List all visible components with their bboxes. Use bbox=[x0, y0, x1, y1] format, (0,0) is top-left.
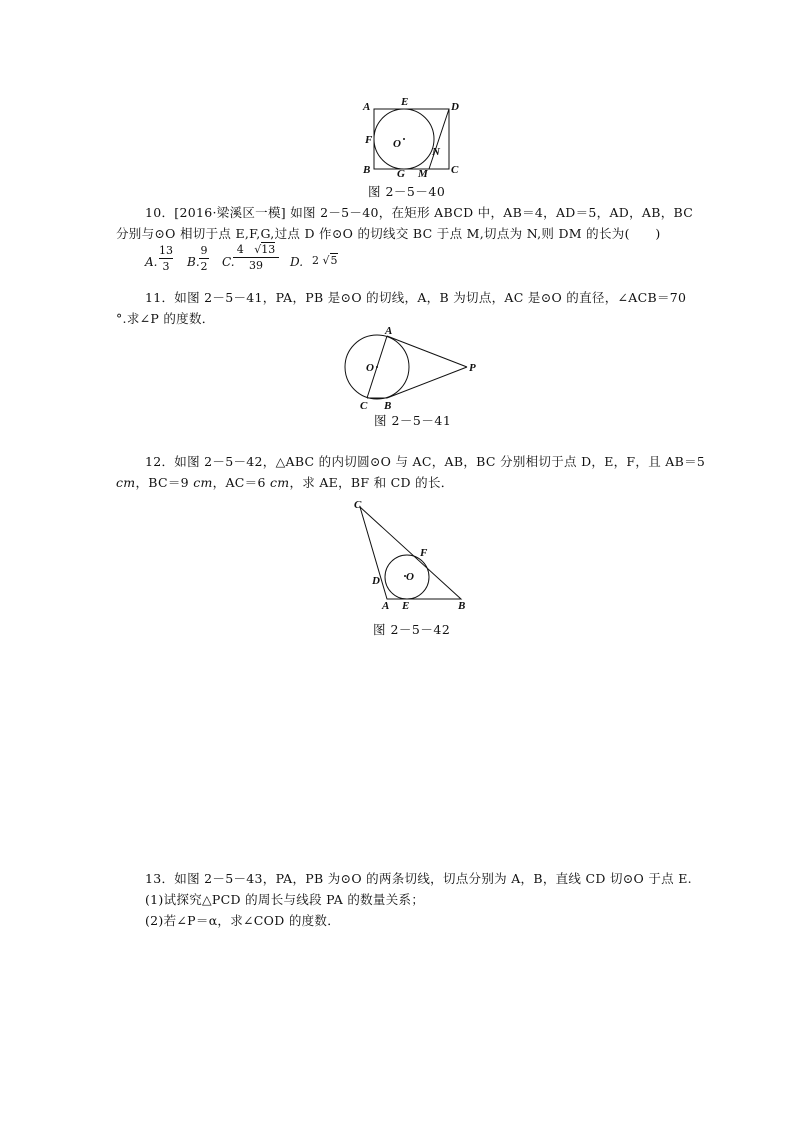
label-c: C bbox=[360, 400, 368, 410]
label-d: D bbox=[372, 575, 380, 587]
choice-a-fraction bbox=[159, 244, 173, 273]
coef: 4 bbox=[236, 243, 244, 256]
caption-fig-2-5-42: 图 2－5－42 bbox=[373, 622, 451, 637]
unit-cm: cm bbox=[193, 475, 213, 490]
q11-line1: 11．如图 2－5－41，PA，PB 是⊙O 的切线，A，B 为切点，AC 是⊙O 的直径，∠ACB＝70 bbox=[145, 290, 687, 305]
label-c: C bbox=[354, 499, 362, 511]
choice-c-fraction bbox=[233, 243, 279, 272]
q13-line3: (2)若∠P＝α，求∠COD 的度数． bbox=[145, 913, 341, 928]
label-b: B bbox=[458, 600, 466, 612]
label-o: O bbox=[406, 571, 414, 583]
tangent-pb bbox=[387, 367, 467, 398]
label-e: E bbox=[401, 96, 409, 108]
label-c: C bbox=[451, 164, 459, 176]
frac-num: 9 bbox=[200, 244, 208, 257]
center-dot bbox=[403, 138, 405, 140]
label-n: N bbox=[432, 146, 440, 158]
label-a: A bbox=[363, 101, 371, 113]
label-d: D bbox=[451, 101, 459, 113]
q13-line2: (1)试探究△PCD 的周长与线段 PA 的数量关系； bbox=[145, 892, 425, 907]
q10-line1: 10．[2016·梁溪区一模] 如图 2－5－40，在矩形 ABCD 中，AB＝4，AD＝5，AD，AB，BC bbox=[145, 205, 694, 220]
label-b: B bbox=[363, 164, 371, 176]
unit-cm: cm bbox=[269, 475, 290, 490]
radicand: 5 bbox=[330, 254, 338, 267]
choice-a-letter: A. bbox=[145, 255, 158, 269]
q12-line2 bbox=[116, 473, 454, 491]
label-o: O bbox=[393, 138, 401, 150]
figure-2-5-41 bbox=[335, 325, 485, 410]
choice-d-value: 2 √5 bbox=[312, 254, 338, 267]
text-ac: ，AC＝6 bbox=[212, 475, 270, 490]
frac-den: 3 bbox=[162, 260, 170, 273]
center-dot bbox=[376, 366, 378, 368]
tangent-pa bbox=[387, 336, 467, 367]
choice-c-letter: C. bbox=[222, 255, 235, 269]
label-m: M bbox=[418, 168, 428, 180]
caption-fig-2-5-40: 图 2－5－40 bbox=[368, 184, 446, 199]
label-f: F bbox=[365, 134, 373, 146]
figure-2-5-40 bbox=[355, 95, 475, 180]
unit-cm: cm bbox=[116, 475, 136, 490]
q10-line2: 分别与⊙O 相切于点 E,F,G,过点 D 作⊙O 的切线交 BC 于点 M,切点为 N,则 DM 的长为( ) bbox=[116, 226, 661, 241]
text-bc: ，BC＝9 bbox=[135, 475, 194, 490]
q13-line1: 13．如图 2－5－43，PA，PB 为⊙O 的两条切线，切点分别为 A，B，直线 CD 切⊙O 于点 E. bbox=[145, 871, 692, 886]
label-a: A bbox=[385, 325, 393, 337]
text-question: ，求 AE，BF 和 CD 的长． bbox=[289, 475, 454, 490]
frac-den: 2 bbox=[200, 260, 208, 273]
frac-num: 4 √13 bbox=[236, 243, 276, 256]
frac-den: 39 bbox=[249, 259, 263, 272]
figure-2-5-42 bbox=[345, 497, 475, 612]
q11-line2: °.求∠P 的度数． bbox=[116, 311, 215, 326]
choice-b-letter: B. bbox=[187, 255, 200, 269]
caption-fig-2-5-41: 图 2－5－41 bbox=[374, 413, 452, 428]
coef: 2 bbox=[312, 254, 319, 267]
q12-line1: 12．如图 2－5－42，△ABC 的内切圆⊙O 与 AC，AB，BC 分别相切于点 D，E，F，且 AB＝5 bbox=[145, 454, 706, 469]
label-f: F bbox=[420, 547, 428, 559]
label-e: E bbox=[402, 600, 410, 612]
label-o: O bbox=[366, 362, 374, 374]
label-p: P bbox=[469, 362, 476, 374]
choice-d-letter: D. bbox=[290, 255, 304, 269]
choice-b-fraction bbox=[199, 244, 209, 273]
rectangle-abcd bbox=[374, 109, 449, 169]
radicand: 13 bbox=[261, 243, 276, 256]
tangent-dm bbox=[429, 109, 449, 169]
frac-num: 13 bbox=[159, 244, 173, 257]
label-b: B bbox=[384, 400, 392, 410]
label-a: A bbox=[382, 600, 390, 612]
label-g: G bbox=[397, 168, 405, 180]
